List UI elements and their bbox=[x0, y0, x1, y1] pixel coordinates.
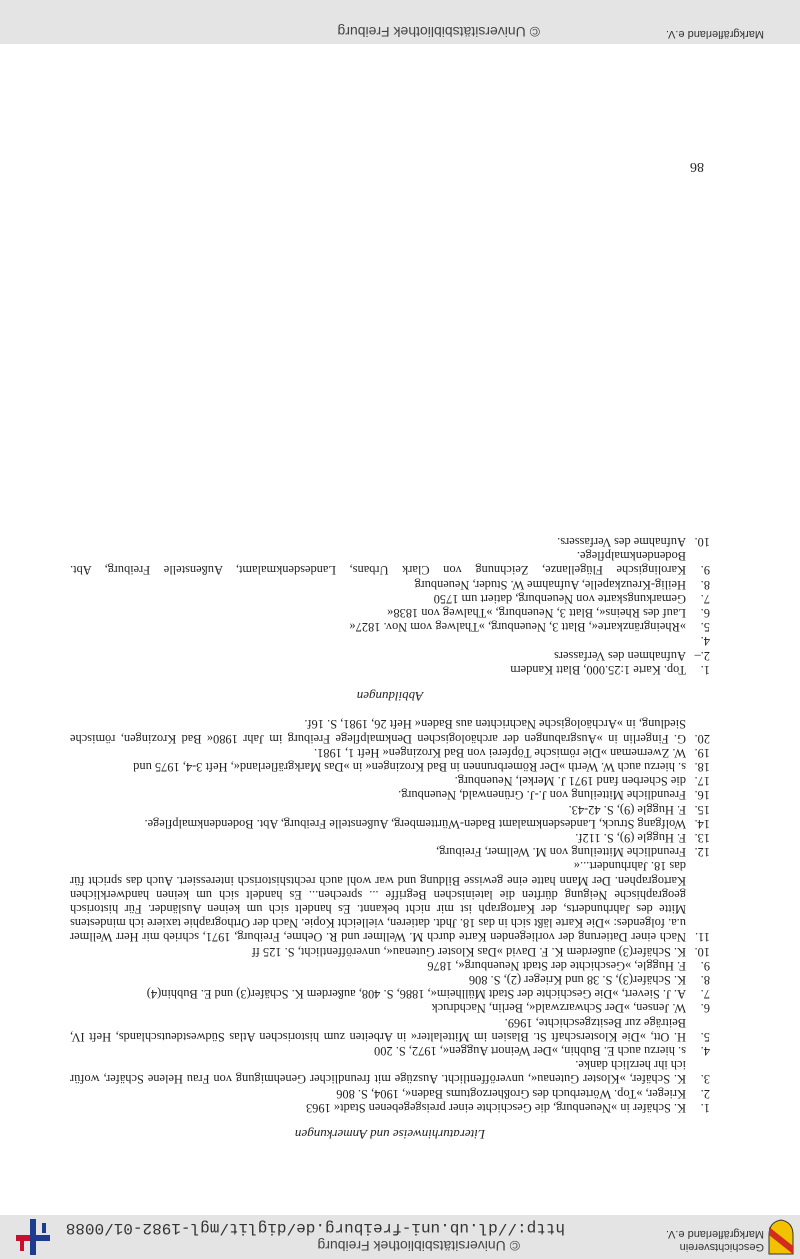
footnote-text: H. Ott, »Die Klosterschaft St. Blasien im Mittelalter« in Arbeiten zum historischen Atlas Südwestdeutschlands, Heft IV, Beiträge zur Besitzgeschichte, 1969. bbox=[70, 1015, 686, 1044]
footnote-number: 8. bbox=[700, 972, 710, 987]
footnote-number: 11. bbox=[694, 930, 710, 945]
copyright-text: © Universitätsbibliothek Freiburg bbox=[317, 1238, 520, 1254]
footnote-number: 12. bbox=[694, 845, 710, 860]
footnote-item bbox=[70, 1101, 710, 1115]
footnote-text: Freundliche Mitteilung von M. Wellmer, Freiburg, bbox=[436, 845, 686, 860]
footnote-text: G. Fingerlin in »Ausgrabungen der archäologischen Denkmalpflege Freiburg im Jahr 1980« Bad Krozingen, römische Siedlung, in »Archäologische Nachrichten aus Baden« Heft 26, 1981, S. 16f. bbox=[70, 717, 686, 746]
illustration-item bbox=[70, 634, 710, 662]
footnote-text: A. J. Sievert, »Die Geschichte der Stadt Müllheim«, 1886, S. 408, außerdem K. Schäfer(3) und E. Bubhin(4) bbox=[146, 987, 686, 1002]
footnote-number: 4. bbox=[700, 1043, 710, 1058]
footnote-item bbox=[70, 1001, 710, 1015]
illustration-number: 7. bbox=[700, 591, 710, 606]
footnote-number: 13. bbox=[694, 830, 710, 845]
footnote-text: K. Schäfer(3), S. 38 und Krieger (2), S. 806 bbox=[468, 972, 686, 987]
footnote-item bbox=[70, 1044, 710, 1058]
illustration-text: Lauf des Rheins«, Blatt 3, Neuenburg, »Thalweg von 1838« bbox=[387, 606, 686, 621]
footnote-number: 17. bbox=[694, 774, 710, 789]
university-library-logo-icon bbox=[10, 1219, 54, 1255]
footnote-text: s. hierzu auch E. Bubhin, »Der Weinort Auggen«, 1972, S. 200 bbox=[374, 1043, 686, 1058]
illustration-text: Top. Karte 1:25.000, Blatt Kandern bbox=[510, 662, 686, 677]
footnote-number: 19. bbox=[694, 745, 710, 760]
page-number: 86 bbox=[690, 159, 704, 174]
footnote-text: K. Schäfer(3) außerdem K. F. David »Das Kloster Gutenau«, unveröffentlicht, S. 125 ff bbox=[251, 944, 686, 959]
illustration-item bbox=[70, 592, 710, 606]
document-body bbox=[70, 535, 710, 1141]
footnote-item bbox=[70, 1015, 710, 1043]
literature-heading: Literaturhinweise und Anmerkungen bbox=[294, 1127, 486, 1142]
illustration-item bbox=[70, 620, 710, 634]
footnote-text: K. Schäfer, »Kloster Gutenau«, unveröffentlicht. Auszüge mit freundlicher Genehmigung von Frau Helene Schäfer, wofür ich ihr herzlich danke. bbox=[70, 1058, 686, 1087]
footnote-text: die Scherben fand 1971 J. Merkel, Neuenburg. bbox=[454, 774, 686, 789]
illustration-list bbox=[70, 535, 710, 677]
illustration-text: Karolingische Flügellanze, Zeichnung von Clark Urbans, Landesdenkmalamt, Außenstelle Freiburg, Abt. Bodendenkmalpflege. bbox=[70, 549, 686, 578]
footnote-number: 14. bbox=[694, 816, 710, 831]
illustration-text: »Rheingränzkarte«, Blatt 3, Neuenburg, »Thalweg vom Nov. 1827« bbox=[349, 620, 686, 635]
footnote-item bbox=[70, 788, 710, 802]
footnote-number: 7. bbox=[700, 987, 710, 1002]
illustration-item bbox=[70, 606, 710, 620]
footnote-item bbox=[70, 760, 710, 774]
illustration-text: Aufnahme des Verfassers. bbox=[557, 535, 686, 550]
footnote-number: 9. bbox=[700, 958, 710, 973]
illustration-item bbox=[70, 549, 710, 577]
viewer-banner-bottom bbox=[0, 0, 800, 44]
footnote-item bbox=[70, 1058, 710, 1086]
footnote-number: 10. bbox=[694, 944, 710, 959]
footnote-number: 15. bbox=[694, 802, 710, 817]
footnote-text: F. Huggle (9), S. 42-43. bbox=[568, 802, 686, 817]
footnote-item bbox=[70, 1086, 710, 1100]
illustration-number: 1. bbox=[700, 662, 710, 677]
footnote-number: 18. bbox=[694, 759, 710, 774]
coat-of-arms-icon bbox=[768, 1219, 794, 1255]
footnote-item bbox=[70, 973, 710, 987]
footnote-text: K. Schäfer in »Neuenburg, die Geschichte einer preisgegebenen Stadt« 1963 bbox=[306, 1100, 686, 1115]
footnote-text: W. Zwerneman »Die römische Töpferei von Bad Krozingen« Heft 1, 1981. bbox=[314, 745, 686, 760]
footnote-item bbox=[70, 802, 710, 816]
illustration-number: 10. bbox=[694, 535, 710, 550]
footnote-number: 6. bbox=[700, 1001, 710, 1016]
footnote-number: 5. bbox=[700, 1029, 710, 1044]
footnote-text: F. Huggle (9), S. 112f. bbox=[575, 830, 686, 845]
footnote-item bbox=[70, 944, 710, 958]
illustration-item bbox=[70, 577, 710, 591]
illustration-number: 8. bbox=[700, 577, 710, 592]
footnote-text: s. hierzu auch W. Werth »Der Römerbrunnen in Bad Krozingen« in »Das Markgräflerland«, Heft 3-4, 1975 und bbox=[133, 759, 686, 774]
literature-notes bbox=[70, 717, 710, 1115]
illustration-text: Heilig-Kreuzkapelle, Aufnahme W. Studer, Neuenburg bbox=[414, 577, 686, 592]
footnote-item bbox=[70, 746, 710, 760]
illustration-text: Aufnahmen des Verfassers bbox=[554, 648, 686, 663]
footnote-item bbox=[70, 859, 710, 944]
society-name: Geschichtsverein Markgräflerland e.V. bbox=[665, 1228, 764, 1253]
copyright-text-bottom: © Universitätsbibliothek Freiburg bbox=[337, 24, 540, 40]
document-url-link[interactable]: http://dl.ub.uni-freiburg.de/diglit/mgl-1982-01/0088 bbox=[65, 1219, 565, 1237]
footnote-item bbox=[70, 959, 710, 973]
footnote-number: 16. bbox=[694, 788, 710, 803]
footnote-text: Nach einer Datierung der vorliegenden Karte durch M. Wellmer und R. Oehme, Freiburg, 1971, schrieb mir Herr Wellmer u.a. folgendes: »Die Karte läßt sich in das 18. Jhdt. datieren, vielleicht Kopie. Nach der Orthographie taxiere ich mindestens Mitte des Jahrhunderts, der Kartograph ist mir nicht bekannt. Es handelt sich um keinen Ausländer. Für historisch geographische Neigung dürften die lateinischen Begriffe ... sprechen... Es handelt sich um keinen handwerklichen Kartographen. Der Mann hatte eine gewisse Bildung und war wohl auch rechtshistorisch interessiert. Auch das spricht für das 18. Jahrhundert...« bbox=[70, 859, 686, 945]
footnote-item bbox=[70, 774, 710, 788]
illustration-number: 2.–4. bbox=[694, 634, 710, 663]
footnote-item bbox=[70, 831, 710, 845]
footnote-item bbox=[70, 987, 710, 1001]
illustration-number: 6. bbox=[700, 606, 710, 621]
footnote-number: 20. bbox=[694, 731, 710, 746]
footnote-text: W. Jensen, »Der Schwarzwald«, Berlin, Nachdruck bbox=[431, 1001, 686, 1016]
footnote-number: 2. bbox=[700, 1086, 710, 1101]
footnote-item bbox=[70, 717, 710, 745]
illustrations-heading: Abbildungen bbox=[356, 689, 424, 705]
footnote-number: 3. bbox=[700, 1072, 710, 1087]
footnote-text: Wolfgang Struck, Landesdenkmalamt Baden-Württemberg, Außenstelle Freiburg, Abt. Bodendenkmalpflege. bbox=[144, 816, 686, 831]
illustration-number: 9. bbox=[700, 563, 710, 578]
illustration-number: 5. bbox=[700, 620, 710, 635]
illustration-item bbox=[70, 663, 710, 677]
viewer-banner bbox=[0, 1215, 800, 1259]
footnote-number: 1. bbox=[700, 1100, 710, 1115]
footnote-text: Freundliche Mitteilung von J.-J. Grünenwald, Neuenburg. bbox=[398, 788, 686, 803]
footnote-text: F. Huggle, »Geschichte der Stadt Neuenburg«, 1876 bbox=[427, 958, 686, 973]
illustration-item bbox=[70, 535, 710, 549]
footnote-item bbox=[70, 817, 710, 831]
footnote-text: Krieger, »Top. Wörterbuch des Großherzogtums Baden«, 1904, S. 806 bbox=[336, 1086, 686, 1101]
society-name-bottom: Markgräflerland e.V. bbox=[665, 28, 764, 40]
illustration-text: Gemarkungskarte von Neuenburg, datiert um 1750 bbox=[433, 591, 686, 606]
footnote-item bbox=[70, 845, 710, 859]
